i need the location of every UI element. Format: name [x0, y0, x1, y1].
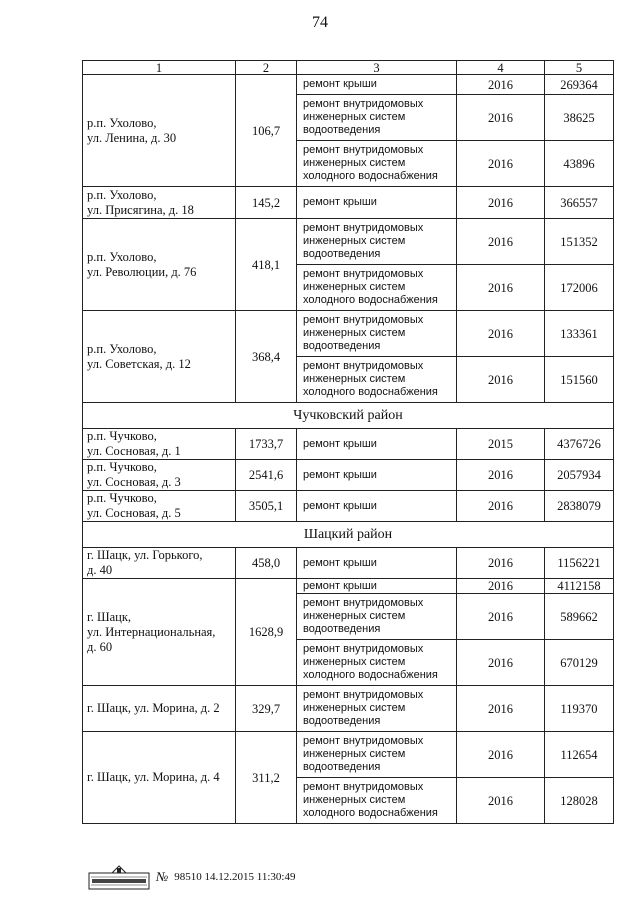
- number-sign: №: [156, 869, 169, 884]
- table-row: [83, 429, 614, 460]
- sum-cell: 269364: [545, 75, 614, 95]
- sum-cell: 38625: [545, 95, 614, 141]
- work-type-cell: ремонт крыши: [297, 491, 457, 522]
- year-cell: 2016: [457, 311, 545, 357]
- col-header-1: 1: [83, 61, 236, 75]
- area-cell: 145,2: [236, 187, 297, 219]
- work-type-cell: ремонт крыши: [297, 460, 457, 491]
- work-type-cell: ремонт внутридомовых инженерных систем холодного водоснабжения: [297, 640, 457, 686]
- address-cell: г. Шацк, ул. Горького, д. 40: [83, 548, 236, 579]
- sum-cell: 2057934: [545, 460, 614, 491]
- sum-cell: 119370: [545, 686, 614, 732]
- area-cell: 458,0: [236, 548, 297, 579]
- sum-cell: 670129: [545, 640, 614, 686]
- district-row: [83, 522, 614, 548]
- work-type-cell: ремонт внутридомовых инженерных систем водоотведения: [297, 686, 457, 732]
- work-type-cell: ремонт крыши: [297, 429, 457, 460]
- sum-cell: 4376726: [545, 429, 614, 460]
- year-cell: 2016: [457, 594, 545, 640]
- sum-cell: 589662: [545, 594, 614, 640]
- work-type-cell: ремонт крыши: [297, 187, 457, 219]
- work-type-cell: ремонт внутридомовых инженерных систем водоотведения: [297, 594, 457, 640]
- table-row: [83, 460, 614, 491]
- area-cell: 311,2: [236, 732, 297, 824]
- col-header-3: 3: [297, 61, 457, 75]
- area-cell: 329,7: [236, 686, 297, 732]
- year-cell: 2016: [457, 187, 545, 219]
- sum-cell: 172006: [545, 265, 614, 311]
- year-cell: 2016: [457, 95, 545, 141]
- sum-cell: 128028: [545, 778, 614, 824]
- col-header-2: 2: [236, 61, 297, 75]
- work-type-cell: ремонт внутридомовых инженерных систем водоотведения: [297, 732, 457, 778]
- page-number: 74: [312, 14, 328, 31]
- table-row: [83, 686, 614, 732]
- address-cell: р.п. Чучково, ул. Сосновая, д. 5: [83, 491, 236, 522]
- work-type-cell: ремонт внутридомовых инженерных систем холодного водоснабжения: [297, 265, 457, 311]
- area-cell: 106,7: [236, 75, 297, 187]
- work-type-cell: ремонт внутридомовых инженерных систем водоотведения: [297, 219, 457, 265]
- address-cell: р.п. Чучково, ул. Сосновая, д. 1: [83, 429, 236, 460]
- area-cell: 1733,7: [236, 429, 297, 460]
- year-cell: 2015: [457, 429, 545, 460]
- col-header-5: 5: [545, 61, 614, 75]
- work-type-cell: ремонт крыши: [297, 579, 457, 594]
- year-cell: 2016: [457, 75, 545, 95]
- registration-number-timestamp: 98510 14.12.2015 11:30:49: [174, 871, 296, 883]
- sum-cell: 151352: [545, 219, 614, 265]
- work-type-cell: ремонт внутридомовых инженерных систем холодного водоснабжения: [297, 778, 457, 824]
- address-cell: р.п. Чучково, ул. Сосновая, д. 3: [83, 460, 236, 491]
- address-cell: г. Шацк, ул. Интернациональная, д. 60: [83, 579, 236, 686]
- work-type-cell: ремонт внутридомовых инженерных систем холодного водоснабжения: [297, 357, 457, 403]
- repair-schedule-table: [82, 60, 614, 824]
- table-row: [83, 187, 614, 219]
- table-row: [83, 579, 614, 594]
- year-cell: 2016: [457, 219, 545, 265]
- sum-cell: 1156221: [545, 548, 614, 579]
- year-cell: 2016: [457, 548, 545, 579]
- work-type-cell: ремонт внутридомовых инженерных систем водоотведения: [297, 95, 457, 141]
- address-cell: г. Шацк, ул. Морина, д. 2: [83, 686, 236, 732]
- table-row: [83, 491, 614, 522]
- year-cell: 2016: [457, 357, 545, 403]
- sum-cell: 43896: [545, 141, 614, 187]
- work-type-cell: ремонт крыши: [297, 75, 457, 95]
- sum-cell: 366557: [545, 187, 614, 219]
- table-row: [83, 311, 614, 357]
- address-cell: р.п. Ухолово, ул. Советская, д. 12: [83, 311, 236, 403]
- year-cell: 2016: [457, 265, 545, 311]
- sum-cell: 2838079: [545, 491, 614, 522]
- year-cell: 2016: [457, 141, 545, 187]
- table-row: [83, 75, 614, 95]
- address-cell: р.п. Ухолово, ул. Ленина, д. 30: [83, 75, 236, 187]
- year-cell: 2016: [457, 579, 545, 594]
- work-type-cell: ремонт крыши: [297, 548, 457, 579]
- sum-cell: 4112158: [545, 579, 614, 594]
- registry-stamp-logo: [88, 864, 150, 890]
- district-heading: Чучковский район: [83, 403, 614, 429]
- sum-cell: 112654: [545, 732, 614, 778]
- year-cell: 2016: [457, 732, 545, 778]
- address-cell: р.п. Ухолово, ул. Революции, д. 76: [83, 219, 236, 311]
- table-row: [83, 732, 614, 778]
- address-cell: р.п. Ухолово, ул. Присягина, д. 18: [83, 187, 236, 219]
- year-cell: 2016: [457, 778, 545, 824]
- table-header-row: [83, 61, 614, 75]
- table-row: [83, 548, 614, 579]
- district-row: [83, 403, 614, 429]
- area-cell: 2541,6: [236, 460, 297, 491]
- sum-cell: 133361: [545, 311, 614, 357]
- table-row: [83, 219, 614, 265]
- year-cell: 2016: [457, 460, 545, 491]
- area-cell: 368,4: [236, 311, 297, 403]
- work-type-cell: ремонт внутридомовых инженерных систем холодного водоснабжения: [297, 141, 457, 187]
- district-heading: Шацкий район: [83, 522, 614, 548]
- year-cell: 2016: [457, 686, 545, 732]
- registration-footer: [88, 864, 295, 890]
- year-cell: 2016: [457, 640, 545, 686]
- area-cell: 3505,1: [236, 491, 297, 522]
- area-cell: 418,1: [236, 219, 297, 311]
- address-cell: г. Шацк, ул. Морина, д. 4: [83, 732, 236, 824]
- sum-cell: 151560: [545, 357, 614, 403]
- area-cell: 1628,9: [236, 579, 297, 686]
- year-cell: 2016: [457, 491, 545, 522]
- work-type-cell: ремонт внутридомовых инженерных систем водоотведения: [297, 311, 457, 357]
- col-header-4: 4: [457, 61, 545, 75]
